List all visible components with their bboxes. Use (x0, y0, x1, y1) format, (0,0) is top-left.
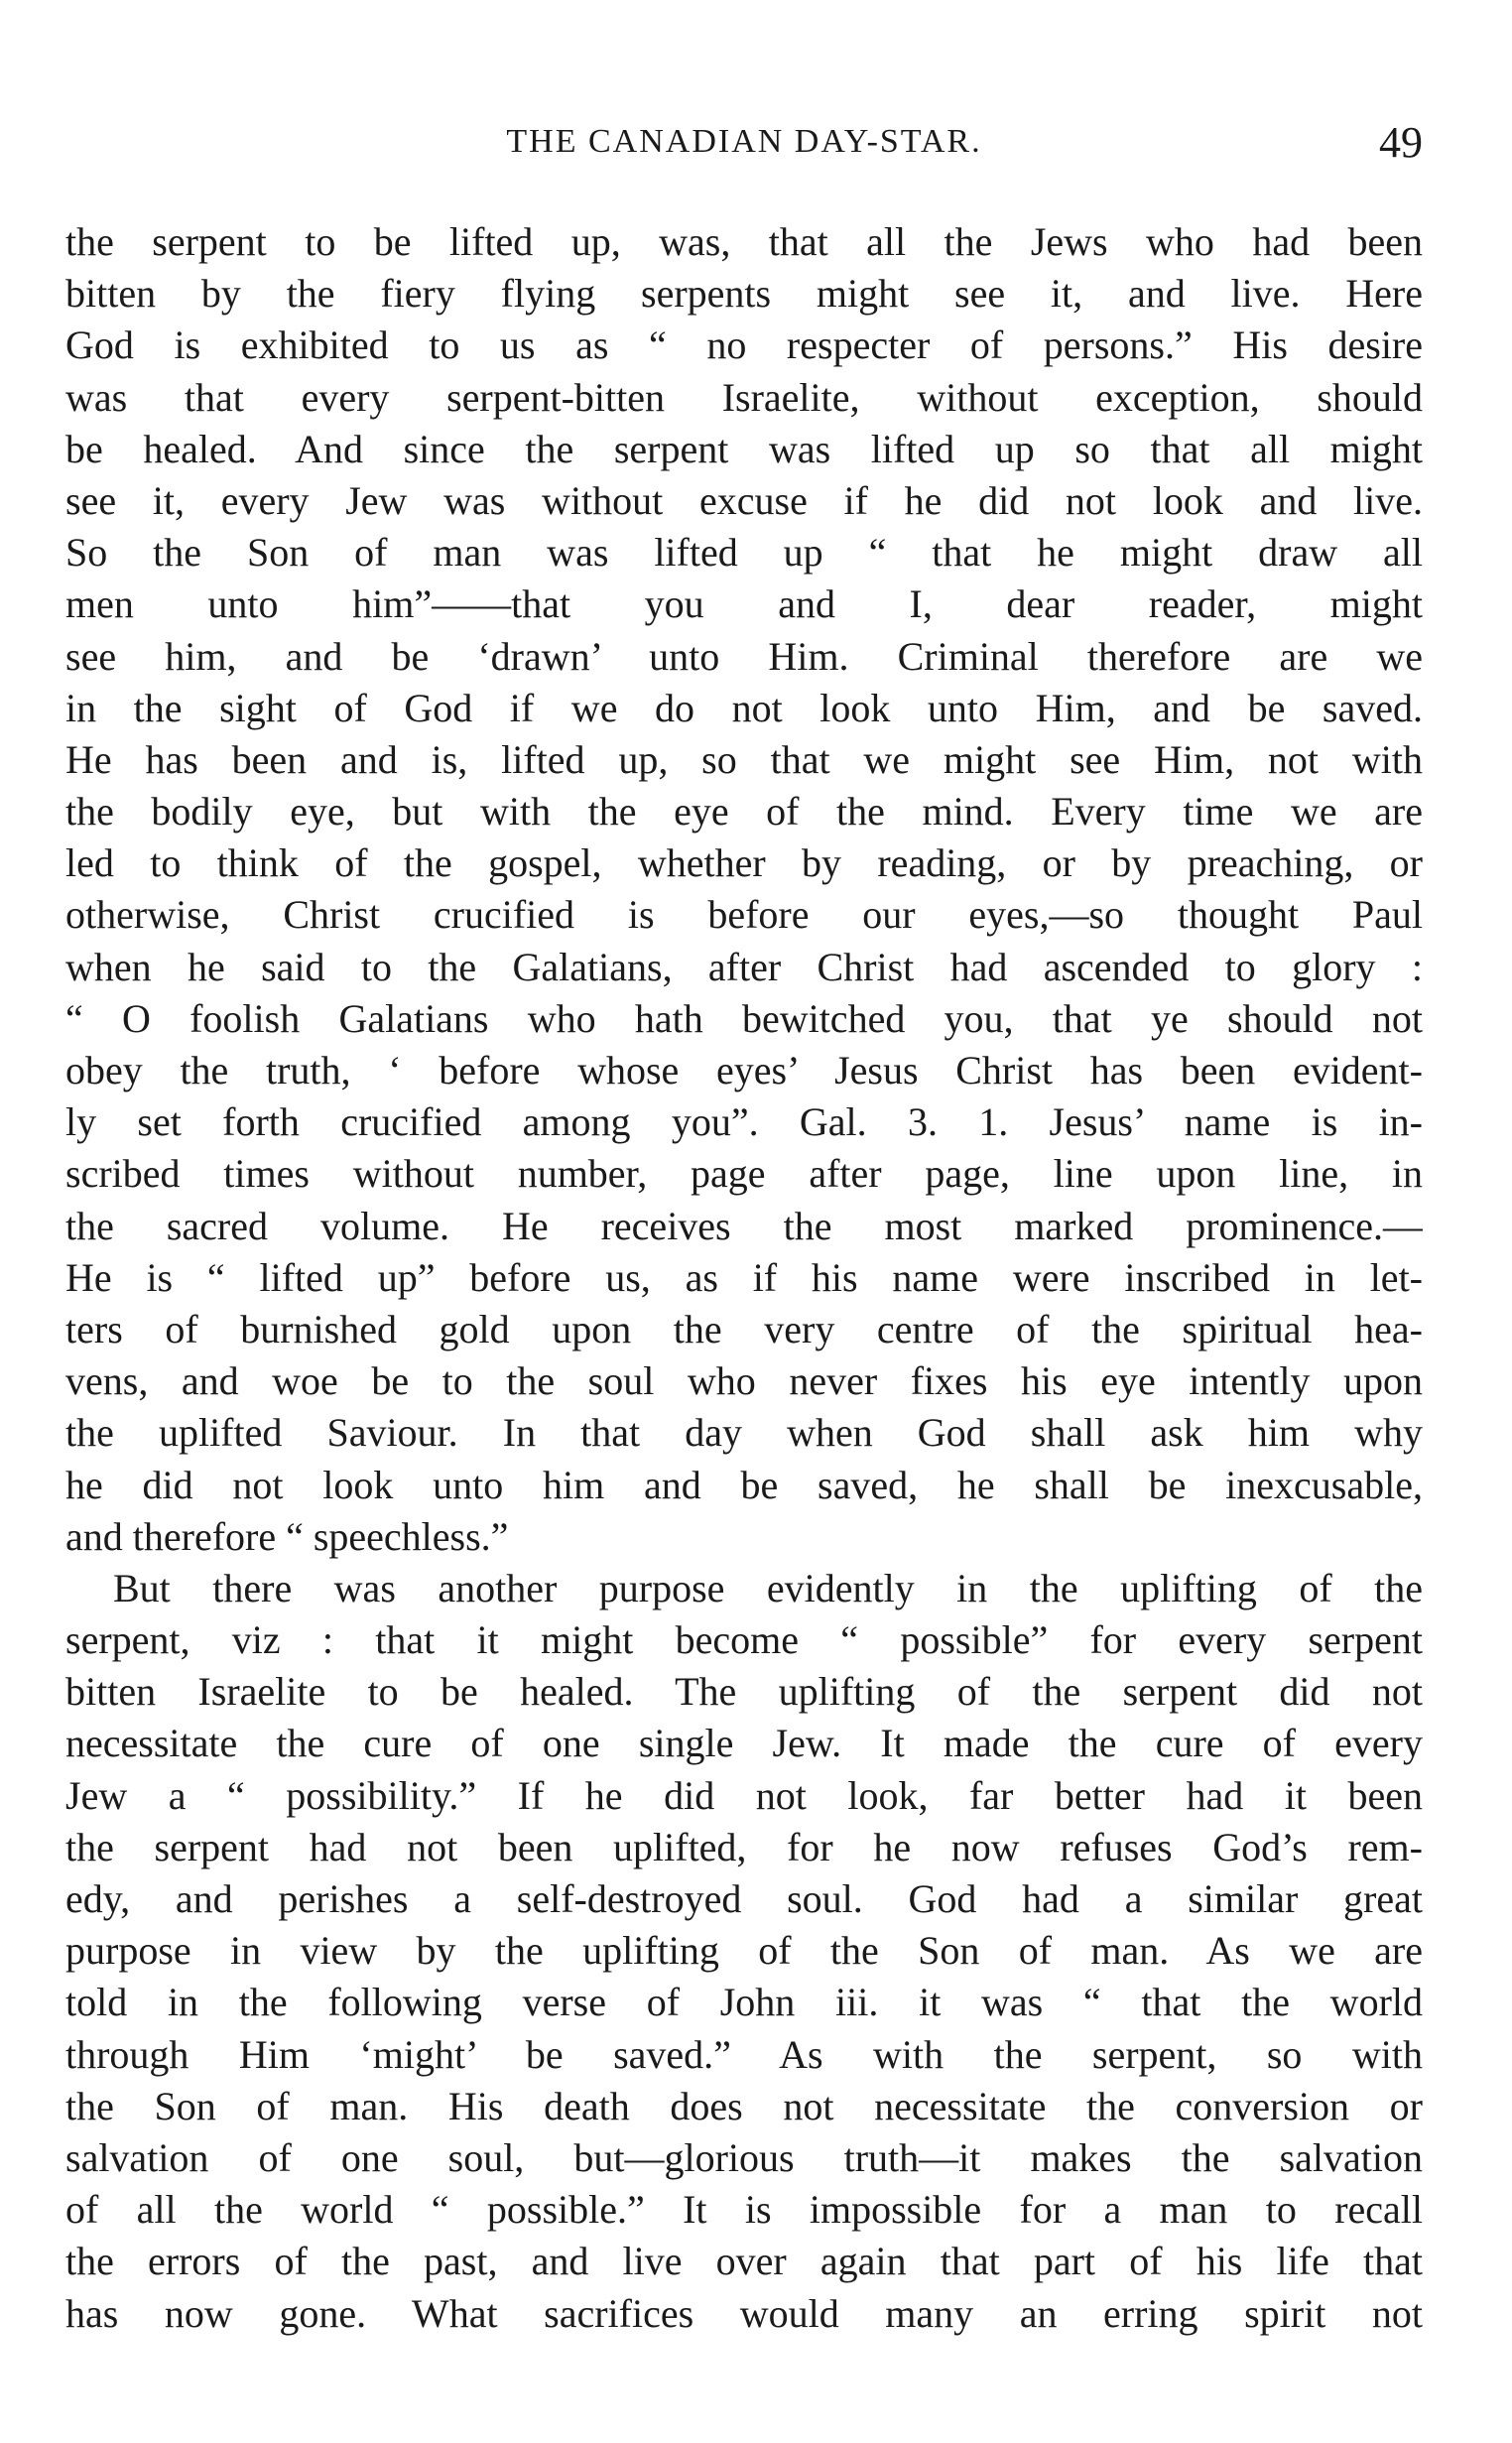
text-line: scribed times without number, page after page, line upon line, in (65, 1151, 1423, 1197)
text-line: “ O foolish Galatians who hath bewitched you, that ye should not (65, 995, 1423, 1041)
text-line: But there was another purpose evidently in the uplifting of the (113, 1565, 1423, 1610)
paragraph-1 (65, 216, 1423, 1563)
text-line: told in the following verse of John iii. it was “ that the world (65, 1980, 1423, 2025)
text-line: otherwise, Christ crucified is before our eyes,—so thought Paul (65, 892, 1423, 938)
text-line: ly set forth crucified among you”. Gal. 3. 1. Jesus’ name is in- (65, 1099, 1423, 1145)
text-line: salvation of one soul, but—glorious truth—it makes the salvation (65, 2134, 1423, 2180)
text-line: God is exhibited to us as “ no respecter of persons.” His desire (65, 322, 1423, 368)
text-line: purpose in view by the uplifting of the Son of man. As we are (65, 1928, 1423, 1974)
text-line: the errors of the past, and live over again that part of his life that (65, 2239, 1423, 2284)
text-line: edy, and perishes a self-destroyed soul. God had a similar great (65, 1876, 1423, 1921)
text-line: the uplifted Saviour. In that day when God shall ask him why (65, 1410, 1423, 1456)
text-line: the Son of man. His death does not necessitate the conversion or (65, 2083, 1423, 2128)
text-line: He is “ lifted up” before us, as if his name were inscribed in let- (65, 1254, 1423, 1300)
paragraph-2 (65, 1563, 1423, 2340)
text-line: He has been and is, lifted up, so that we might see Him, not with (65, 736, 1423, 782)
text-line: So the Son of man was lifted up “ that he might draw all (65, 530, 1423, 576)
text-line: Jew a “ possibility.” If he did not look, far better had it been (65, 1772, 1423, 1818)
text-line: the bodily eye, but with the eye of the mind. Every time we are (65, 789, 1423, 835)
page-number: 49 (1379, 118, 1423, 167)
text-line: serpent, viz : that it might become “ possible” for every serpent (65, 1617, 1423, 1663)
text-line: obey the truth, ‘ before whose eyes’ Jesus Christ has been evident- (65, 1048, 1423, 1093)
text-line: be healed. And since the serpent was lifted up so that all might (65, 426, 1423, 471)
text-line: see it, every Jew was without excuse if he did not look and live. (65, 477, 1423, 523)
text-line: when he said to the Galatians, after Christ had ascended to glory : (65, 944, 1423, 989)
text-line: was that every serpent-bitten Israelite, without exception, should (65, 374, 1423, 420)
text-line: vens, and woe be to the soul who never fixes his eye intently upon (65, 1358, 1423, 1404)
text-line: the sacred volume. He receives the most marked prominence.— (65, 1203, 1423, 1248)
text-line: men unto him”——that you and I, dear reader, might (65, 581, 1423, 627)
body-text (65, 216, 1423, 2340)
text-line: bitten Israelite to be healed. The uplifting of the serpent did not (65, 1669, 1423, 1715)
text-line: in the sight of God if we do not look unto Him, and be saved. (65, 685, 1423, 730)
text-line: bitten by the fiery flying serpents might see it, and live. Here (65, 271, 1423, 317)
running-header (65, 117, 1423, 177)
text-line: see him, and be ‘drawn’ unto Him. Criminal therefore are we (65, 633, 1423, 679)
text-line: has now gone. What sacrifices would many an erring spirit not (65, 2290, 1423, 2336)
text-line: the serpent had not been uplifted, for he now refuses God’s rem- (65, 1824, 1423, 1869)
text-line: the serpent to be lifted up, was, that all the Jews who had been (65, 219, 1423, 264)
running-title: THE CANADIAN DAY-STAR. (506, 123, 982, 160)
text-line: necessitate the cure of one single Jew. It made the cure of every (65, 1721, 1423, 1766)
text-line: he did not look unto him and be saved, he shall be inexcusable, (65, 1462, 1423, 1507)
text-line: led to think of the gospel, whether by reading, or by preaching, or (65, 840, 1423, 886)
text-line: of all the world “ possible.” It is impossible for a man to recall (65, 2187, 1423, 2233)
text-line: and therefore “ speechless.” (65, 1513, 509, 1559)
text-line: through Him ‘might’ be saved.” As with the serpent, so with (65, 2031, 1423, 2077)
text-line: ters of burnished gold upon the very centre of the spiritual hea- (65, 1306, 1423, 1351)
